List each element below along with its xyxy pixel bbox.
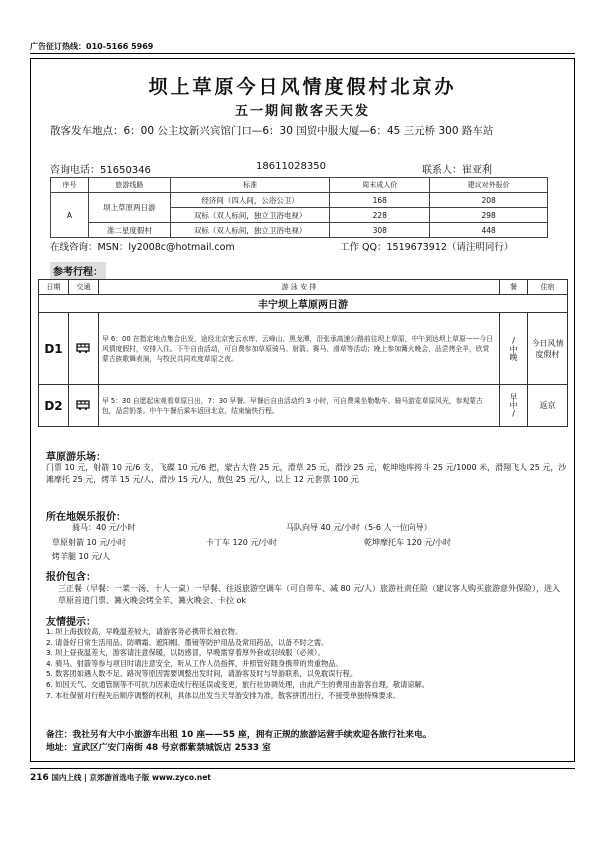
bus-icon [68,313,98,385]
route-name-row [39,295,568,313]
col-header: 餐 [500,280,528,295]
table-cell: 308 [330,223,430,238]
msn-contact: 在线咨询：MSN：ly2008c@hotmail.com [50,242,235,253]
table-row [39,385,568,427]
day-description: 早 6：00 在指定地点集合出发，途经北京密云水库、云峰山、黑龙潭，沿张承高速公路前往坝上草原，中午到达坝上草原——今日风情度假村，安排入住。下午自由活动，可自费参加草原骑马、射箭、赛马、滑草等活动；晚上参加篝火晚会，品尝烤全羊，欣赏蒙古族歌舞表演，与牧民共同欢度草原之夜。 [98,313,499,385]
table-cell: 准二星度假村 [88,223,170,238]
phone-number: 咨询电话：51650346 [50,165,151,176]
tips-list [46,627,568,701]
fees-heading: 草原游乐场： [46,452,106,463]
list-item: 骑马：40 元/小时 [72,523,136,532]
tips-heading: 友情提示： [46,617,96,628]
itinerary-heading: 参考行程： [50,262,106,279]
col-header: 标准 [170,178,330,193]
footer-publication: 京郊游首选电子版 [89,773,150,782]
bus-icon [68,385,98,427]
list-item: 4. 骑马、射箭等参与项目时请注意安全，听从工作人员指挥，并照管好随身携带的贵重物品。 [46,658,343,668]
footer-url: www.zyco.net [152,773,211,782]
included-heading: 报价包含： [46,572,96,583]
day-label: D1 [39,313,69,385]
table-cell: 208 [430,193,548,208]
price-table-header [51,178,548,193]
address-text: 地址：宣武区广安门南街 48 号京都紫禁城饭店 2533 室 [46,743,271,753]
table-cell: 168 [330,193,430,208]
day-label: D2 [39,385,69,427]
meals: 早中/ [509,393,519,418]
page-title: 坝上草原今日风情度假村北京办 [148,76,457,98]
contact-person: 联系人：崔亚利 [422,165,492,176]
ad-hotline: 广告征订热线：010-5166 5969 [30,42,154,51]
entertainment-prices [46,522,568,566]
table-cell: 坝上草原两日游 [88,193,170,223]
remark-block [46,729,568,755]
table-row [51,193,548,208]
page-footer: 216 国内上线 | 京郊游首选电子版 www.zyco.net [30,773,211,783]
table-cell: A [51,193,89,238]
accommodation: 返京 [528,385,568,427]
list-item: 5. 数客团如遇人数不足、路况等原因需要调整出发时间，请游客及时与导游联系，以免耽误行程。 [46,669,358,679]
itinerary-table [38,279,568,427]
list-item: 7. 本社保留对行程先后顺序调整的权利，具体以出发当天导游安排为准，散客拼团出行，不接受单独特殊要求。 [46,690,401,700]
col-header: 交通 [68,280,98,295]
table-cell: 经济间（四人间，公浴公卫） [170,193,330,208]
mobile-number: 18611028350 [256,161,326,172]
col-header: 序号 [51,178,89,193]
list-item: 6. 如因天气、交通管制等不可抗力因素造成行程延误或变更，旅行社协调处理，由此产生的费用由游客自理，敬请谅解。 [46,679,429,689]
day-description: 早 5：30 自愿起床观看草原日出，7：30 早餐。早餐后自由活动约 3 小时，可自费乘坐勒勒车、骑马游览草原风光，参观蒙古包，品尝奶茶。中午午餐后乘车返回北京，结束愉快行程。 [98,385,499,427]
list-item: 烤羊腿 10 元/人 [52,552,110,561]
page-subtitle: 五一期间散客天天发 [234,104,370,119]
list-item: 草原射箭 10 元/小时 [52,538,126,547]
col-header: 周末成人价 [330,178,430,193]
list-item: 马队向导 40 元/小时（5-6 人一位向导） [286,523,432,532]
qq-contact: 工作 QQ：1519673912（请注明同行） [340,242,514,253]
departure-points: 散客发车地点：6：00 公主坟新兴宾馆门口—6：30 国贸中服大厦—6：45 三元桥 300 路车站 [50,125,494,137]
col-header: 旅游线路 [88,178,170,193]
footer-rule [30,768,575,769]
page-number: 216 [30,773,49,783]
online-contact [50,239,570,253]
top-rule [30,53,575,54]
col-header: 游 泳 安 排 [98,280,499,295]
list-item: 1. 坝上海拔较高，早晚温差较大，请游客务必携带长袖衣物。 [46,627,243,636]
list-item: 2. 请备好日常生活用品、防晒霜、遮阳帽、墨镜等防护用品及常用药品，以备不时之需。 [46,637,329,647]
table-cell: 448 [430,223,548,238]
entertainment-heading: 所在地娱乐报价： [46,512,126,523]
footer-section: 国内上线 [51,773,82,782]
accommodation: 今日风情度假村 [528,313,568,385]
list-item: 3. 坝上昼夜温差大，游客请注意保暖，以防感冒，早晚需穿着厚外套或羽绒服（必须）。 [46,648,325,658]
meals: /中晚 [509,336,519,361]
table-cell: 双标（双人标间，独立卫浴电视） [170,223,330,238]
table-row [51,223,548,238]
list-item: 卡丁车 120 元/小时 [206,538,278,547]
col-header: 日期 [39,280,69,295]
fees-text: 门票 10 元，射箭 10 元/6 支，飞碟 10 元/6 把，蒙古大营 25 元，滑草 25 元，滑沙 25 元，乾坤地库挎斗 25 元/1000 米，滑翔飞人 25 元，沙滩摩托 25 元，烤羊 15 元/人，滑沙 15 元/人，敖包 25 元/人，以上 12 元套票 100 元 [46,463,567,484]
included-text: 三正餐（早餐：一菜一汤、十人一桌）一早餐、往返旅游空调车（可自带车、减 80 元/人）旅游社责任险（建议客人购买旅游意外保险），进入草原首道门票、篝火晚会烤全羊、篝火晚会、卡拉 ok [58,584,560,605]
table-row [39,313,568,385]
route-name: 丰宁坝上草原两日游 [39,295,568,313]
list-item: 乾坤摩托车 120 元/小时 [364,538,452,547]
remark-text: 备注：我社另有大中小旅游车出租 10 座——55 座，拥有正规的旅游运营手续欢迎各旅行社来电。 [46,730,432,740]
table-cell: 298 [430,208,548,223]
itinerary-header [39,280,568,295]
table-cell: 228 [330,208,430,223]
col-header: 建议对外报价 [430,178,548,193]
contact-line [50,161,570,175]
col-header: 住宿 [528,280,568,295]
price-table [50,177,548,238]
table-cell: 双标（双人标间，独立卫浴电视） [170,208,330,223]
